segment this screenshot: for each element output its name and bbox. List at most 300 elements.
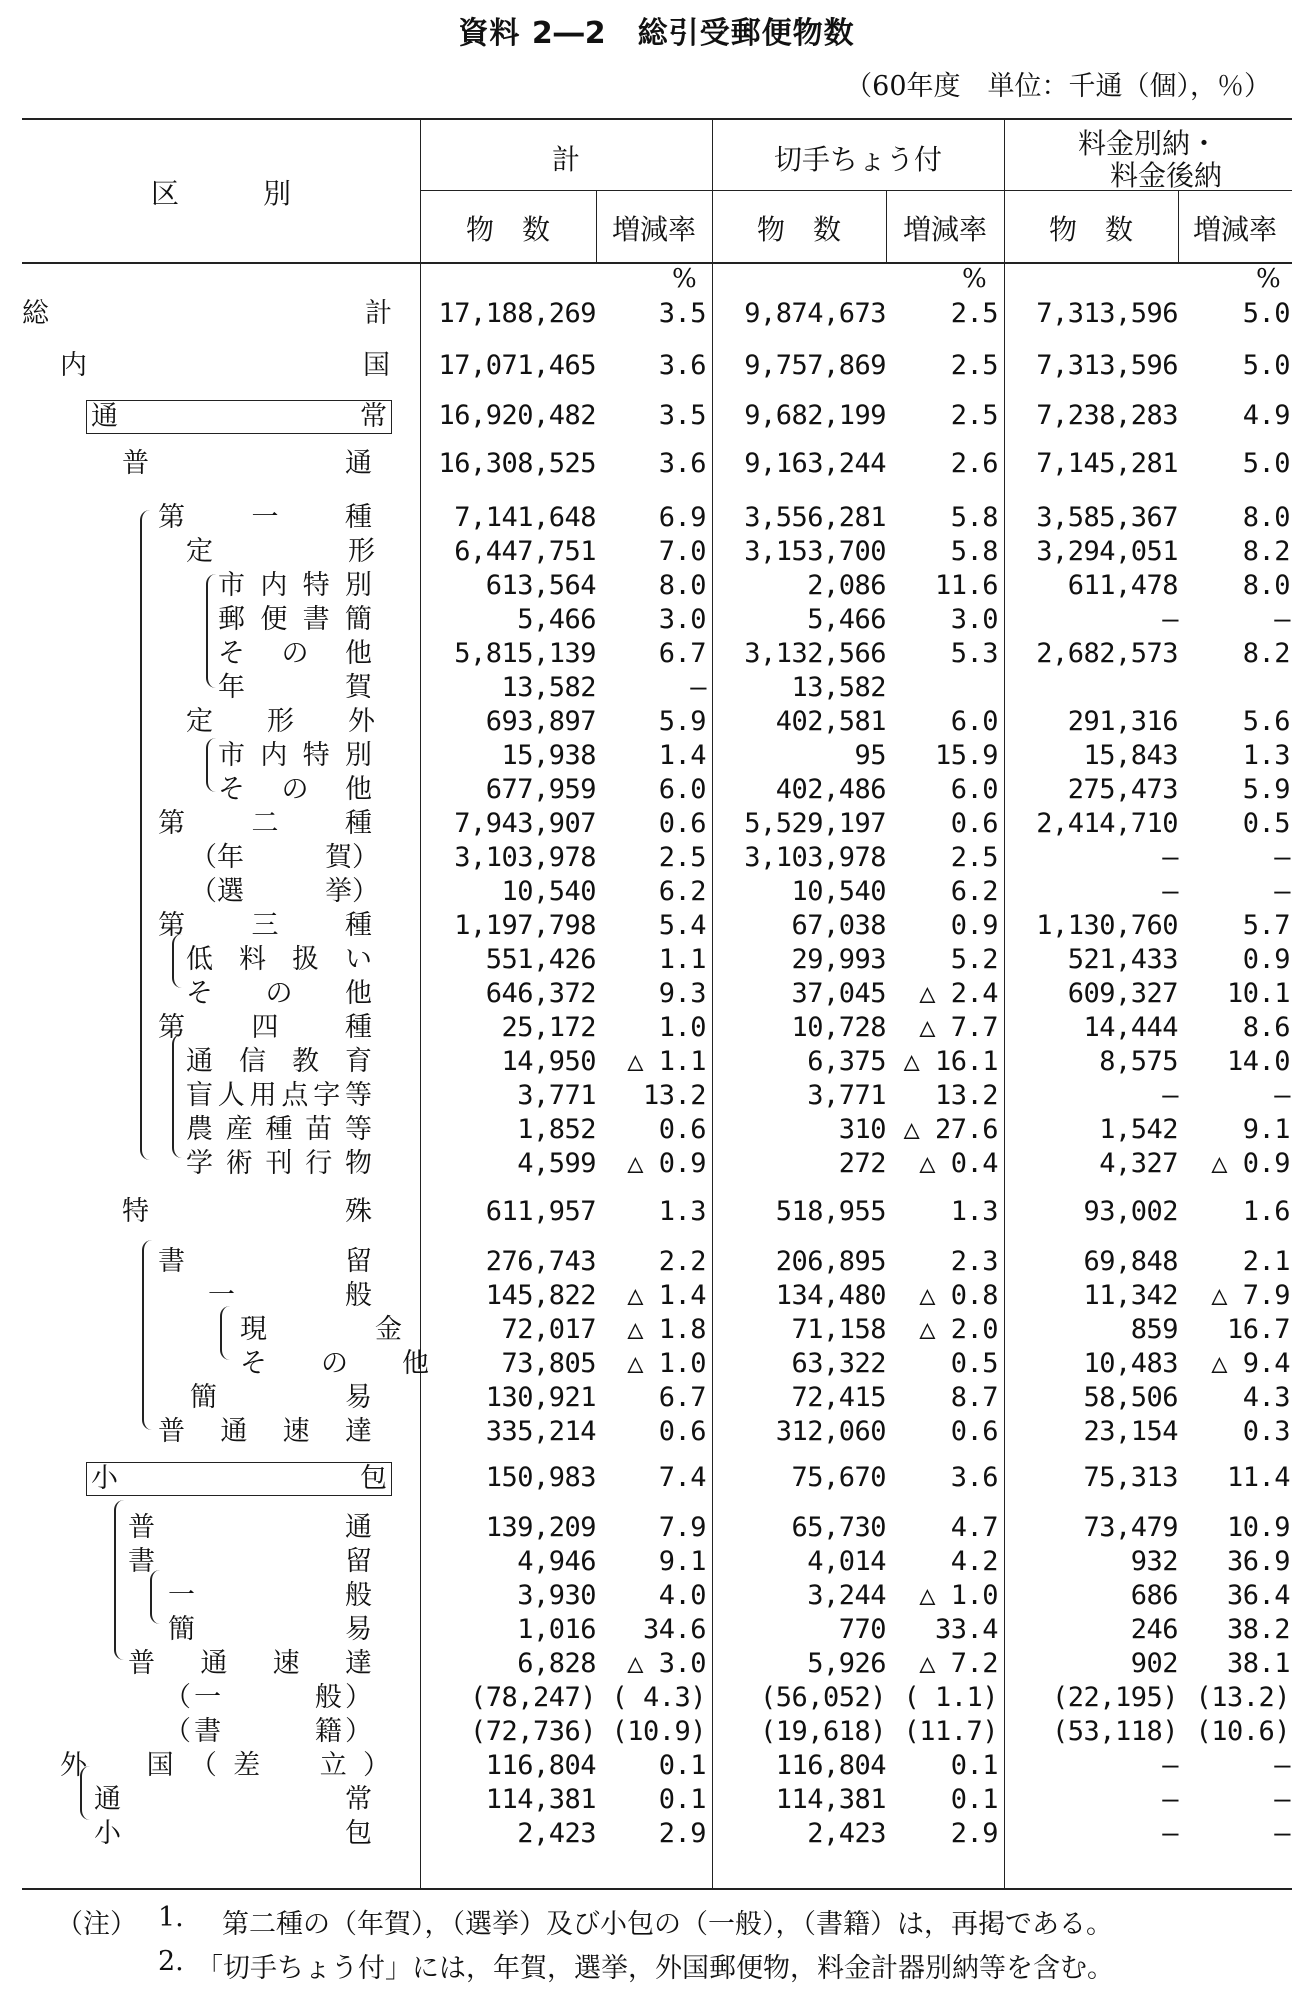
- rate-cell: 16.7: [1226, 1314, 1290, 1345]
- count-cell: 1,197,798: [454, 910, 596, 941]
- rate-cell: 33.4: [934, 1614, 998, 1645]
- count-cell: 310: [838, 1114, 886, 1145]
- row-label: 年 賀: [218, 672, 372, 703]
- count-cell: 7,238,283: [1036, 400, 1178, 431]
- count-cell: 72,017: [501, 1314, 596, 1345]
- count-cell: 2,423: [807, 1818, 886, 1849]
- count-cell: 7,141,648: [454, 502, 596, 533]
- table-row: [0, 808, 1313, 840]
- rate-cell: 5.9: [1242, 774, 1290, 805]
- count-cell: 58,506: [1083, 1382, 1178, 1413]
- count-cell: 613,564: [485, 570, 596, 601]
- note-prefix: （注）: [56, 1909, 137, 1940]
- row-label: 通 常: [94, 1784, 372, 1815]
- rate-cell: 6.7: [658, 638, 706, 669]
- count-cell: 17,071,465: [438, 350, 596, 381]
- count-cell: 611,957: [485, 1196, 596, 1227]
- rate-cell: 3.6: [658, 350, 706, 381]
- table-row: [0, 1114, 1313, 1146]
- count-cell: 276,743: [485, 1246, 596, 1277]
- rate-cell: 10.9: [1226, 1512, 1290, 1543]
- count-cell: 10,540: [791, 876, 886, 907]
- row-label: 小 包: [86, 1462, 392, 1496]
- rate-cell: △ 1.0: [627, 1348, 706, 1379]
- count-cell: 73,479: [1083, 1512, 1178, 1543]
- count-cell: 2,414,710: [1036, 808, 1178, 839]
- rate-cell: 5.9: [658, 706, 706, 737]
- note-1-text: 第二種の（年賀），（選挙）及び小包の（一般），（書籍）は，再掲である。: [222, 1909, 1113, 1940]
- rate-cell: 6.2: [658, 876, 706, 907]
- rate-cell: 0.5: [1242, 808, 1290, 839]
- count-cell: ―: [1162, 1080, 1178, 1111]
- count-cell: 9,682,199: [744, 400, 886, 431]
- rate-cell: 34.6: [642, 1614, 706, 1645]
- count-cell: 11,342: [1083, 1280, 1178, 1311]
- note-1-number: 1.: [158, 1902, 184, 1933]
- rate-cell: 5.7: [1242, 910, 1290, 941]
- rate-cell: (11.7): [903, 1716, 998, 1747]
- rate-cell: 0.9: [950, 910, 998, 941]
- rate-cell: 4.3: [1242, 1382, 1290, 1413]
- table-row: [0, 910, 1313, 942]
- count-cell: 3,771: [517, 1080, 596, 1111]
- rate-cell: △ 0.9: [1211, 1148, 1290, 1179]
- count-cell: 65,730: [791, 1512, 886, 1543]
- table-row: [0, 774, 1313, 806]
- count-cell: 23,154: [1083, 1416, 1178, 1447]
- count-cell: 693,897: [485, 706, 596, 737]
- rate-cell: 2.5: [950, 842, 998, 873]
- table-row: [0, 1246, 1313, 1278]
- count-cell: 1,852: [517, 1114, 596, 1145]
- rate-cell: 11.6: [934, 570, 998, 601]
- count-cell: 3,132,566: [744, 638, 886, 669]
- row-label: 通 常: [86, 400, 392, 434]
- rate-cell: 4.2: [950, 1546, 998, 1577]
- count-cell: 71,158: [791, 1314, 886, 1345]
- header-rate: 増減率: [1192, 213, 1277, 246]
- row-label: 内 国: [60, 350, 390, 381]
- count-cell: 646,372: [485, 978, 596, 1009]
- count-cell: 609,327: [1067, 978, 1178, 1009]
- rate-cell: 6.0: [658, 774, 706, 805]
- count-cell: 7,313,596: [1036, 298, 1178, 329]
- count-cell: 7,943,907: [454, 808, 596, 839]
- count-cell: 9,757,869: [744, 350, 886, 381]
- header-count: 物 数: [756, 213, 841, 246]
- table-row: [0, 1348, 1313, 1380]
- row-label: 第 二 種: [158, 808, 372, 839]
- count-cell: 116,804: [775, 1750, 886, 1781]
- table-row: [0, 1012, 1313, 1044]
- count-cell: 335,214: [485, 1416, 596, 1447]
- row-label: 定 形: [186, 536, 375, 567]
- count-cell: 3,585,367: [1036, 502, 1178, 533]
- count-cell: 116,804: [485, 1750, 596, 1781]
- count-cell: 72,415: [791, 1382, 886, 1413]
- rate-cell: 8.0: [1242, 570, 1290, 601]
- rate-cell: 8.2: [1242, 536, 1290, 567]
- count-cell: ―: [1162, 842, 1178, 873]
- table-row: [0, 876, 1313, 908]
- rate-cell: 8.0: [1242, 502, 1290, 533]
- count-cell: 272: [838, 1148, 886, 1179]
- header-bottom-rule: [22, 262, 1292, 264]
- table-row: [0, 638, 1313, 670]
- table-row: [0, 1716, 1313, 1748]
- rate-cell: 6.7: [658, 1382, 706, 1413]
- table-row: [0, 570, 1313, 602]
- table-row: [0, 1416, 1313, 1448]
- row-label: 定 形 外: [186, 706, 375, 737]
- rate-cell: 11.4: [1226, 1462, 1290, 1493]
- count-cell: 206,895: [775, 1246, 886, 1277]
- count-cell: 859: [1130, 1314, 1178, 1345]
- rate-cell: △ 1.8: [627, 1314, 706, 1345]
- rate-cell: △ 2.4: [919, 978, 998, 1009]
- count-cell: 5,815,139: [454, 638, 596, 669]
- row-label: 簡 易: [190, 1382, 372, 1413]
- rate-cell: 36.4: [1226, 1580, 1290, 1611]
- count-cell: 551,426: [485, 944, 596, 975]
- rate-cell: 0.6: [950, 1416, 998, 1447]
- count-cell: 1,130,760: [1036, 910, 1178, 941]
- row-label: （年 賀）: [190, 842, 379, 873]
- rate-cell: △ 0.4: [919, 1148, 998, 1179]
- rate-cell: 15.9: [934, 740, 998, 771]
- rate-cell: 5.4: [658, 910, 706, 941]
- count-cell: 5,466: [517, 604, 596, 635]
- rate-cell: 0.1: [950, 1750, 998, 1781]
- count-cell: 521,433: [1067, 944, 1178, 975]
- row-label: そ の 他: [218, 774, 372, 805]
- row-label: 一 般: [168, 1580, 372, 1611]
- count-cell: 9,874,673: [744, 298, 886, 329]
- rate-cell: 1.3: [658, 1196, 706, 1227]
- row-label: 普 通 速 達: [158, 1416, 372, 1447]
- rate-cell: △ 7.2: [919, 1648, 998, 1679]
- table-row: [0, 1148, 1313, 1180]
- rate-cell: ( 1.1): [903, 1682, 998, 1713]
- count-cell: 10,728: [791, 1012, 886, 1043]
- row-label: 簡 易: [168, 1614, 372, 1645]
- header-rate: 増減率: [902, 213, 987, 246]
- header-category: 区 別: [150, 177, 291, 210]
- rate-cell: ―: [1274, 1818, 1290, 1849]
- rate-cell: 5.6: [1242, 706, 1290, 737]
- table-row: [0, 1648, 1313, 1680]
- rate-cell: (10.9): [611, 1716, 706, 1747]
- rate-cell: 10.1: [1226, 978, 1290, 1009]
- row-label: 通 信 教 育: [186, 1046, 372, 1077]
- row-label: （選 挙）: [190, 876, 379, 907]
- count-cell: ―: [1162, 876, 1178, 907]
- count-cell: 114,381: [775, 1784, 886, 1815]
- rate-cell: 2.5: [950, 350, 998, 381]
- rate-cell: 1.4: [658, 740, 706, 771]
- rate-cell: 3.6: [950, 1462, 998, 1493]
- rate-cell: △ 3.0: [627, 1648, 706, 1679]
- table-row: [0, 1314, 1313, 1346]
- count-cell: 2,682,573: [1036, 638, 1178, 669]
- count-cell: ―: [1162, 1818, 1178, 1849]
- row-label: 第 四 種: [158, 1012, 372, 1043]
- rate-cell: 4.7: [950, 1512, 998, 1543]
- rate-cell: 8.0: [658, 570, 706, 601]
- rate-cell: ―: [1274, 1080, 1290, 1111]
- count-cell: 10,483: [1083, 1348, 1178, 1379]
- table-row: [0, 944, 1313, 976]
- row-label: 総 計: [22, 298, 392, 329]
- percent-mark: %: [672, 264, 697, 294]
- count-cell: 5,529,197: [744, 808, 886, 839]
- table-top-rule: [22, 118, 1292, 120]
- rate-cell: △ 27.6: [903, 1114, 998, 1145]
- rate-cell: 6.9: [658, 502, 706, 533]
- rate-cell: 5.0: [1242, 448, 1290, 479]
- count-cell: 5,466: [807, 604, 886, 635]
- count-cell: 134,480: [775, 1280, 886, 1311]
- table-row: [0, 536, 1313, 568]
- rate-cell: △ 7.7: [919, 1012, 998, 1043]
- count-cell: 402,581: [775, 706, 886, 737]
- count-cell: 6,375: [807, 1046, 886, 1077]
- table-row: [0, 1546, 1313, 1578]
- rate-cell: △ 0.9: [627, 1148, 706, 1179]
- count-cell: 3,930: [517, 1580, 596, 1611]
- rate-cell: 0.9: [1242, 944, 1290, 975]
- count-cell: 3,771: [807, 1080, 886, 1111]
- count-cell: 4,327: [1099, 1148, 1178, 1179]
- rate-cell: 1.6: [1242, 1196, 1290, 1227]
- count-cell: 3,294,051: [1036, 536, 1178, 567]
- rate-cell: △ 1.4: [627, 1280, 706, 1311]
- rate-cell: 5.2: [950, 944, 998, 975]
- table-row: [0, 842, 1313, 874]
- count-cell: 67,038: [791, 910, 886, 941]
- count-cell: 16,920,482: [438, 400, 596, 431]
- count-cell: 63,322: [791, 1348, 886, 1379]
- count-cell: 9,163,244: [744, 448, 886, 479]
- count-cell: 69,848: [1083, 1246, 1178, 1277]
- rate-cell: 0.1: [950, 1784, 998, 1815]
- count-cell: 3,556,281: [744, 502, 886, 533]
- rate-cell: 3.0: [658, 604, 706, 635]
- count-cell: (72,736): [469, 1716, 596, 1747]
- count-cell: 95: [854, 740, 886, 771]
- rate-cell: 8.2: [1242, 638, 1290, 669]
- header-metered-1: 料金別納・: [1077, 127, 1218, 160]
- rate-cell: 6.2: [950, 876, 998, 907]
- rate-cell: △ 0.8: [919, 1280, 998, 1311]
- rate-cell: △ 1.1: [627, 1046, 706, 1077]
- count-cell: 4,946: [517, 1546, 596, 1577]
- rate-cell: 0.1: [658, 1750, 706, 1781]
- row-label: 一 般: [208, 1280, 372, 1311]
- count-cell: 2,423: [517, 1818, 596, 1849]
- rate-cell: (10.6): [1195, 1716, 1290, 1747]
- count-cell: 75,670: [791, 1462, 886, 1493]
- count-cell: 15,938: [501, 740, 596, 771]
- rate-cell: 2.1: [1242, 1246, 1290, 1277]
- note-2-text: 「切手ちょう付」には，年賀，選挙，外国郵便物，料金計器別納等を含む。: [196, 1953, 1114, 1984]
- table-row: [0, 1382, 1313, 1414]
- table-row: [0, 1784, 1313, 1816]
- count-cell: 4,014: [807, 1546, 886, 1577]
- table-row: [0, 400, 1313, 432]
- rate-cell: 2.9: [950, 1818, 998, 1849]
- row-label: 学 術 刊 行 物: [186, 1148, 372, 1179]
- rate-cell: 2.6: [950, 448, 998, 479]
- rate-cell: ―: [1274, 1784, 1290, 1815]
- row-label: （書 籍）: [164, 1716, 372, 1747]
- row-label: 普 通 速 達: [128, 1648, 372, 1679]
- rate-cell: 3.5: [658, 298, 706, 329]
- count-cell: 1,542: [1099, 1114, 1178, 1145]
- rate-cell: ( 4.3): [611, 1682, 706, 1713]
- header-count: 物 数: [465, 213, 550, 246]
- row-label: そ の 他: [218, 638, 372, 669]
- row-label: そ の 他: [186, 978, 372, 1009]
- table-row: [0, 1280, 1313, 1312]
- rate-cell: 13.2: [934, 1080, 998, 1111]
- count-cell: 93,002: [1083, 1196, 1178, 1227]
- count-cell: ―: [1162, 1750, 1178, 1781]
- row-label: （一 般）: [164, 1682, 372, 1713]
- count-cell: 3,153,700: [744, 536, 886, 567]
- count-cell: 677,959: [485, 774, 596, 805]
- header-rate: 増減率: [611, 213, 696, 246]
- row-label: 書 留: [158, 1246, 372, 1277]
- count-cell: 902: [1130, 1648, 1178, 1679]
- count-cell: 246: [1130, 1614, 1178, 1645]
- count-cell: ―: [1162, 604, 1178, 635]
- rate-cell: ―: [1274, 1750, 1290, 1781]
- rate-cell: 0.1: [658, 1784, 706, 1815]
- count-cell: 139,209: [485, 1512, 596, 1543]
- rate-cell: 4.0: [658, 1580, 706, 1611]
- count-cell: 75,313: [1083, 1462, 1178, 1493]
- rate-cell: 36.9: [1226, 1546, 1290, 1577]
- count-cell: 312,060: [775, 1416, 886, 1447]
- rate-cell: 6.0: [950, 774, 998, 805]
- count-cell: 150,983: [485, 1462, 596, 1493]
- count-cell: (56,052): [759, 1682, 886, 1713]
- table-row: [0, 1750, 1313, 1782]
- rate-cell: 3.5: [658, 400, 706, 431]
- count-cell: 13,582: [501, 672, 596, 703]
- rate-cell: 7.4: [658, 1462, 706, 1493]
- table-row: [0, 1512, 1313, 1544]
- rate-cell: 5.0: [1242, 350, 1290, 381]
- rate-cell: 1.3: [950, 1196, 998, 1227]
- table-row: [0, 1196, 1313, 1228]
- rate-cell: 5.8: [950, 536, 998, 567]
- table-row: [0, 502, 1313, 534]
- rate-cell: 9.1: [1242, 1114, 1290, 1145]
- unit-note: （60年度 単位：千通（個），％）: [845, 71, 1271, 102]
- count-cell: (53,118): [1051, 1716, 1178, 1747]
- rate-cell: 38.1: [1226, 1648, 1290, 1679]
- rate-cell: 3.6: [658, 448, 706, 479]
- table-row: [0, 1818, 1313, 1850]
- count-cell: ―: [1162, 1784, 1178, 1815]
- row-label: 普 通: [128, 1512, 372, 1543]
- percent-mark: %: [1256, 264, 1281, 294]
- rate-cell: 2.3: [950, 1246, 998, 1277]
- count-cell: 145,822: [485, 1280, 596, 1311]
- count-cell: 3,103,978: [454, 842, 596, 873]
- rate-cell: 4.9: [1242, 400, 1290, 431]
- count-cell: 14,444: [1083, 1012, 1178, 1043]
- rate-cell: 13.2: [642, 1080, 706, 1111]
- rate-cell: 0.3: [1242, 1416, 1290, 1447]
- header-count: 物 数: [1048, 213, 1133, 246]
- row-label: 特 殊: [122, 1196, 372, 1227]
- count-cell: 29,993: [791, 944, 886, 975]
- count-cell: 10,540: [501, 876, 596, 907]
- rate-cell: 2.2: [658, 1246, 706, 1277]
- rate-cell: 2.5: [950, 400, 998, 431]
- row-label: 市 内 特 別: [218, 740, 372, 771]
- rate-cell: 9.3: [658, 978, 706, 1009]
- count-cell: (22,195): [1051, 1682, 1178, 1713]
- rate-cell: 0.5: [950, 1348, 998, 1379]
- rate-cell: ―: [1274, 842, 1290, 873]
- table-row: [0, 1614, 1313, 1646]
- row-label: 市 内 特 別: [218, 570, 372, 601]
- count-cell: 6,447,751: [454, 536, 596, 567]
- count-cell: 6,828: [517, 1648, 596, 1679]
- count-cell: 37,045: [791, 978, 886, 1009]
- rate-cell: 7.9: [658, 1512, 706, 1543]
- table-row: [0, 1462, 1313, 1494]
- rate-cell: 6.0: [950, 706, 998, 737]
- count-cell: 518,955: [775, 1196, 886, 1227]
- rate-cell: 2.9: [658, 1818, 706, 1849]
- table-row: [0, 1080, 1313, 1112]
- rate-cell: 8.7: [950, 1382, 998, 1413]
- rate-cell: 0.6: [950, 808, 998, 839]
- rate-cell: 2.5: [950, 298, 998, 329]
- rate-cell: 3.0: [950, 604, 998, 635]
- count-cell: 130,921: [485, 1382, 596, 1413]
- count-cell: 686: [1130, 1580, 1178, 1611]
- row-label: 郵 便 書 簡: [218, 604, 372, 635]
- row-label: 書 留: [128, 1546, 372, 1577]
- table-row: [0, 298, 1313, 330]
- count-cell: 3,244: [807, 1580, 886, 1611]
- count-cell: 25,172: [501, 1012, 596, 1043]
- table-row: [0, 448, 1313, 480]
- row-label: 普 通: [122, 448, 372, 479]
- rate-cell: 0.6: [658, 1114, 706, 1145]
- rate-cell: △ 16.1: [903, 1046, 998, 1077]
- rate-cell: (13.2): [1195, 1682, 1290, 1713]
- page-title: 資料 2―2 総引受郵便物数: [458, 16, 855, 51]
- rate-cell: 5.3: [950, 638, 998, 669]
- rate-cell: 8.6: [1242, 1012, 1290, 1043]
- count-cell: 16,308,525: [438, 448, 596, 479]
- count-cell: 5,926: [807, 1648, 886, 1679]
- count-cell: 8,575: [1099, 1046, 1178, 1077]
- table-row: [0, 350, 1313, 382]
- count-cell: 402,486: [775, 774, 886, 805]
- table-row: [0, 1682, 1313, 1714]
- count-cell: 7,313,596: [1036, 350, 1178, 381]
- rate-cell: 9.1: [658, 1546, 706, 1577]
- header-stamped: 切手ちょう付: [773, 143, 942, 176]
